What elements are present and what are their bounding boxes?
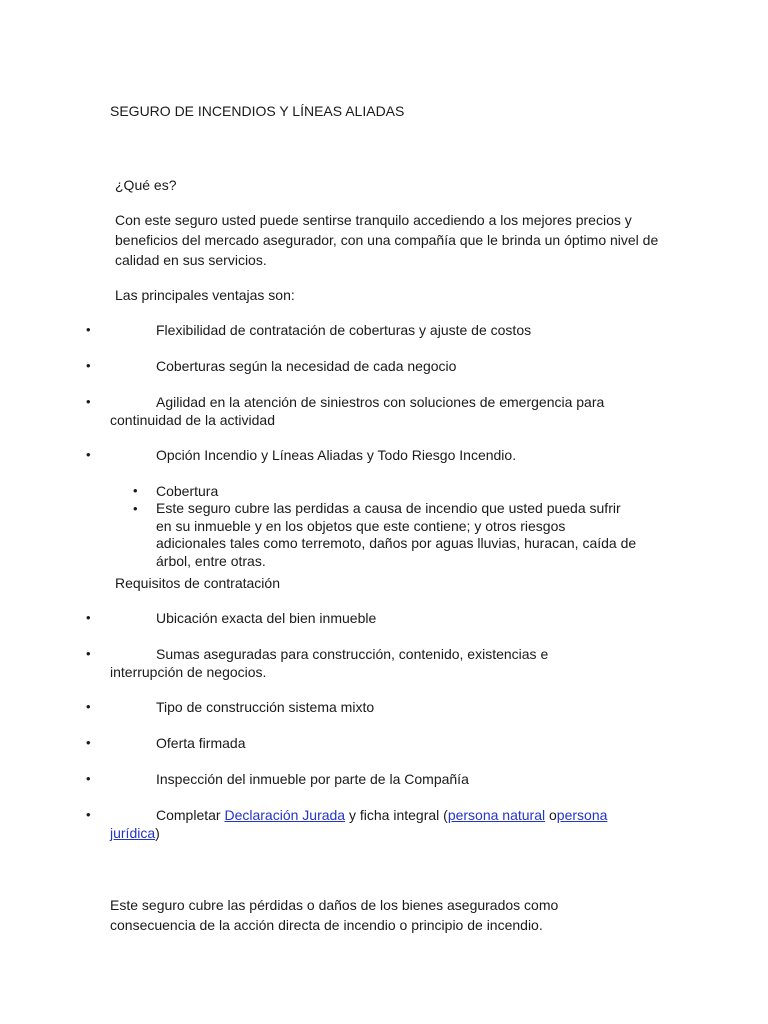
persona-natural-link[interactable]: persona natural [447,807,546,823]
closing-paragraph: Este seguro cubre las pérdidas o daños de los bienes asegurados como consecuencia de la acción directa de incendio o principio de incendio. [110,897,559,933]
list-item: Tipo de construcción sistema mixto [156,699,375,715]
list-item: Agilidad en la atención de siniestros con soluciones de emergencia para [156,394,605,410]
bullet-icon: • [86,447,91,462]
sublist-item: Este seguro cubre las perdidas a causa de incendio que usted pueda sufrir en su inmueble y en los objetos que este contiene; y otros riesgos adicionales tales como terremoto, daños por aguas lluvias, huracan, caída de árbol, entre otras. [156,500,637,569]
list-item: Sumas aseguradas para construcción, contenido, existencias e [156,646,549,662]
list-item-text: ) [155,825,160,841]
advantages-heading: Las principales ventajas son: [115,287,295,303]
bullet-icon: • [86,771,91,786]
list-item-text: Completar [156,807,225,823]
requirements-heading: Requisitos de contratación [115,575,280,591]
intro-paragraph: Con este seguro usted puede sentirse tranquilo accediendo a los mejores precios y beneficios del mercado asegurador, con una compañía que le brinda un óptimo nivel de calidad en sus servicios. [115,212,659,268]
list-item: Inspección del inmueble por parte de la Compañía [156,771,469,787]
bullet-icon: • [86,735,91,750]
list-item: Oferta firmada [156,735,246,751]
persona-juridica-link[interactable]: persona [556,807,608,823]
list-item-text: y ficha integral ( [345,807,448,823]
bullet-icon: • [86,610,91,625]
sublist-item: Cobertura [156,483,219,499]
list-item: Opción Incendio y Líneas Aliadas y Todo Riesgo Incendio. [156,447,517,463]
bullet-icon: • [86,394,91,409]
bullet-icon: • [133,501,138,516]
list-item-continuation: interrupción de negocios. [110,664,267,680]
bullet-icon: • [86,699,91,714]
question-heading: ¿Qué es? [115,177,177,193]
bullet-icon: • [86,358,91,373]
persona-juridica-link-continued[interactable]: jurídica [110,825,156,841]
list-item [156,806,607,824]
bullet-icon: • [133,483,138,498]
list-item-continuation [110,824,160,842]
bullet-icon: • [86,646,91,661]
list-item: Flexibilidad de contratación de coberturas y ajuste de costos [156,322,532,338]
declaracion-jurada-link[interactable]: Declaración Jurada [224,807,346,823]
bullet-icon: • [86,807,91,822]
list-item-continuation: continuidad de la actividad [110,412,276,428]
bullet-icon: • [86,322,91,337]
list-item: Ubicación exacta del bien inmueble [156,610,377,626]
page-title: SEGURO DE INCENDIOS Y LÍNEAS ALIADAS [110,103,405,119]
list-item: Coberturas según la necesidad de cada negocio [156,358,457,374]
list-item-text: o [545,807,557,823]
